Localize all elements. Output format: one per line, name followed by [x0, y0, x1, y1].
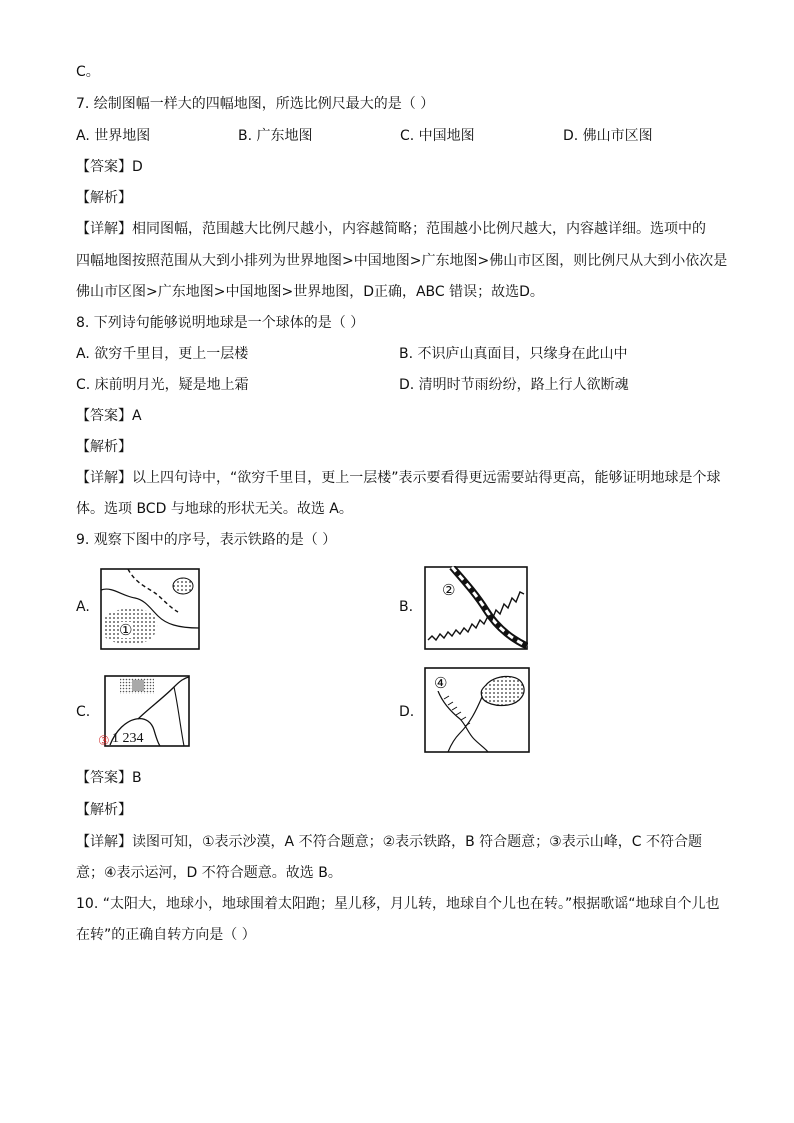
- q10-stem-line-1: 10. “太阳大，地球小，地球围着太阳跑；星儿移，月儿转，地球自个儿也在转。”根据歌谣“地球自个儿也: [76, 896, 720, 912]
- q7-detail-line-3: 佛山市区图>广东地图>中国地图>世界地图，D正确，ABC 错误；故选D。: [76, 284, 544, 300]
- figure-a-desert-map: [100, 568, 200, 650]
- q7-detail-line-1: 【详解】相同图幅，范围越大比例尺越小，内容越简略；范围越小比例尺越大，内容越详细。选项中的: [76, 221, 706, 237]
- q9-detail-line-2: 意；④表示运河，D 不符合题意。故选 B。: [76, 865, 342, 881]
- q8-detail-line-1: 【详解】以上四句诗中，“欲穷千里目，更上一层楼”表示要看得更远需要站得更高，能够证明地球是个球: [76, 470, 721, 486]
- q9-option-c-label: C.: [76, 704, 91, 720]
- q8-detail-line-2: 体。选项 BCD 与地球的形状无关。故选 A。: [76, 501, 353, 517]
- q8-answer: 【答案】A: [76, 408, 142, 424]
- q9-stem: 9. 观察下图中的序号，表示铁路的是（ ）: [76, 532, 337, 548]
- figure-c-mark: ③: [98, 734, 110, 749]
- figure-a-mark: ①: [119, 621, 133, 639]
- q8-option-a: A. 欲穷千里目，更上一层楼: [76, 346, 249, 362]
- q9-detail-line-1: 【详解】读图可知，①表示沙漠，A 不符合题意；②表示铁路，B 符合题意；③表示山峰，C 不符合题: [76, 834, 702, 850]
- q8-option-d: D. 清明时节雨纷纷，路上行人欲断魂: [399, 377, 629, 393]
- figure-b-mark: ②: [442, 581, 456, 599]
- q7-option-d: D. 佛山市区图: [563, 128, 653, 144]
- q7-detail-line-2: 四幅地图按照范围从大到小排列为世界地图>中国地图>广东地图>佛山市区图，则比例尺从大到小依次是: [76, 253, 728, 269]
- q8-option-b: B. 不识庐山真面目，只缘身在此山中: [399, 346, 628, 362]
- q9-option-d-label: D.: [399, 704, 415, 720]
- q8-stem: 8. 下列诗句能够说明地球是一个球体的是（ ）: [76, 315, 365, 331]
- q9-answer: 【答案】B: [76, 770, 142, 786]
- q9-analysis-label: 【解析】: [76, 802, 132, 818]
- q7-answer: 【答案】D: [76, 159, 143, 175]
- q7-option-c: C. 中国地图: [400, 128, 475, 144]
- q8-option-c: C. 床前明月光，疑是地上霜: [76, 377, 249, 393]
- q7-analysis-label: 【解析】: [76, 190, 132, 206]
- q10-stem-line-2: 在转”的正确自转方向是（ ）: [76, 927, 256, 943]
- q9-option-b-label: B.: [399, 599, 414, 615]
- figure-c-elevation-text: 1 234: [112, 731, 144, 746]
- figure-b-railway-map: [424, 566, 528, 650]
- q7-option-a: A. 世界地图: [76, 128, 151, 144]
- q9-option-a-label: A.: [76, 599, 90, 615]
- q8-analysis-label: 【解析】: [76, 439, 132, 455]
- figure-d-mark: ④: [434, 674, 448, 692]
- q7-option-b: B. 广东地图: [238, 128, 313, 144]
- q7-stem: 7. 绘制图幅一样大的四幅地图，所选比例尺最大的是（ ）: [76, 96, 435, 112]
- prev-answer-tail: C。: [76, 64, 100, 80]
